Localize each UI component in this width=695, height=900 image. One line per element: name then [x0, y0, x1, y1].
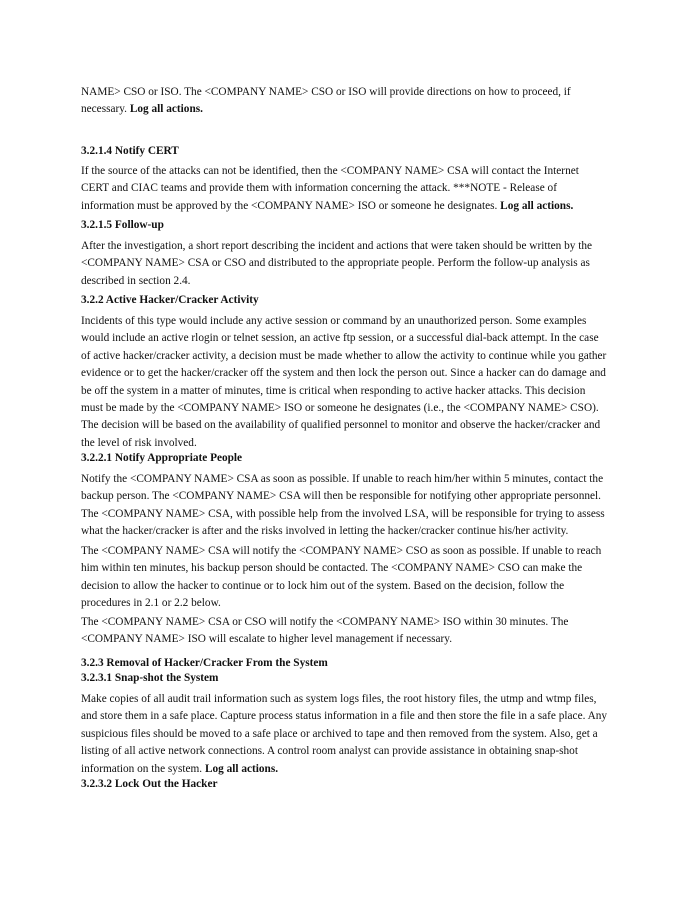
text-line: <COMPANY NAME> ISO will escalate to higher level management if necessary. [81, 633, 453, 646]
text-line: him within ten minutes, his backup person should be contacted. The <COMPANY NAME> CSO can make the [81, 562, 583, 575]
text-line: After the investigation, a short report describing the incident and actions that were taken should be written by the [81, 240, 593, 252]
text-line: information on the system. Log all actions. [81, 762, 279, 775]
text-line: necessary. Log all actions. [81, 103, 203, 116]
text-line: suspicious files should be moved to a safe place or archived to tape and then removed from the system. Also, get a [81, 727, 598, 740]
section-paragraph-3-2-3-1 [81, 691, 607, 778]
text-line: listing of all active network connections. A control room analyst can provide assistance in obtaining snap-shot [81, 745, 578, 758]
intro-paragraph [81, 84, 571, 119]
section-heading-3-2-3-1: 3.2.3.1 Snap-shot the System [81, 672, 219, 684]
section-paragraph-3-2-2 [81, 313, 606, 452]
text-line: be off the system in a matter of minutes, time is critical when responding to active hacker attacks. This decision [81, 384, 586, 397]
text-line: The <COMPANY NAME> CSA or CSO will notify the <COMPANY NAME> ISO within 30 minutes. The [81, 616, 569, 628]
text-line: must be made by the <COMPANY NAME> ISO or someone he designates (i.e., the <COMPANY NAME> CSO). [81, 402, 599, 415]
text-line: The <COMPANY NAME> CSA will notify the <COMPANY NAME> CSO as soon as possible. If unable to reach [81, 545, 602, 557]
text-line: and store them in a safe place. Capture process status information in a file and then store the file in a safe place. Any [81, 710, 608, 723]
text-line: backup person. The <COMPANY NAME> CSA will then be responsible for notifying other appropriate personnel. [81, 490, 601, 503]
section-paragraph-3-2-1-4 [81, 163, 579, 215]
text-line: Notify the <COMPANY NAME> CSA as soon as possible. If unable to reach him/her within 5 minutes, contact the [81, 473, 604, 485]
text-line: procedures in 2.1 or 2.2 below. [81, 597, 221, 610]
text-line: The decision will be based on the availability of qualified personnel to monitor and observe the hacker/cracker and [81, 419, 601, 432]
text-line: information must be approved by the <COMPANY NAME> ISO or someone he designates. Log all actions. [81, 199, 574, 212]
text-line: the level of risk involved. [81, 436, 197, 449]
log-all-actions-note: Log all actions. [204, 762, 279, 775]
text-line: what the hacker/cracker is after and the risks involved in letting the hacker/cracker continue his/her activity. [81, 525, 569, 538]
text-line: Make copies of all audit trail information such as system logs files, the root history files, the utmp and wtmp files, [81, 693, 597, 705]
section-heading-3-2-2-1: 3.2.2.1 Notify Appropriate People [81, 452, 243, 464]
text-line: If the source of the attacks can not be identified, then the <COMPANY NAME> CSA will contact the Internet [81, 165, 579, 177]
section-paragraph-3-2-2-1-a [81, 471, 605, 541]
text-line: would include an active rlogin or telnet session, an active ftp session, or a successful dial-back attempt. In the case [81, 332, 599, 345]
section-heading-3-2-1-4: 3.2.1.4 Notify CERT [81, 145, 179, 157]
text-line: evidence or to get the hacker/cracker off the system and then lock the person out. Since a hacker can do damage and [81, 367, 606, 380]
text-line: The <COMPANY NAME> CSA, with possible help from the involved LSA, will be responsible for trying to assess [81, 507, 605, 520]
text-line: CERT and CIAC teams and provide them with information concerning the attack. ***NOTE - Release of [81, 182, 557, 195]
section-paragraph-3-2-2-1-b [81, 543, 601, 613]
section-paragraph-3-2-1-5 [81, 238, 592, 290]
text-line: described in section 2.4. [81, 274, 191, 287]
section-paragraph-3-2-2-1-c [81, 614, 568, 649]
section-heading-3-2-3-2: 3.2.3.2 Lock Out the Hacker [81, 778, 218, 790]
log-all-actions-note: Log all actions. [129, 103, 203, 116]
section-heading-3-2-2: 3.2.2 Active Hacker/Cracker Activity [81, 294, 259, 306]
text-line: NAME> CSO or ISO. The <COMPANY NAME> CSO or ISO will provide directions on how to proceed, if [81, 86, 571, 98]
text-line: <COMPANY NAME> CSA or CSO and distributed to the appropriate people. Perform the follow-up analysis as [81, 257, 590, 270]
text-line: of active hacker/cracker activity, a decision must be made whether to allow the activity to continue while you gather [81, 349, 607, 362]
log-all-actions-note: Log all actions. [500, 199, 574, 212]
section-heading-3-2-1-5: 3.2.1.5 Follow-up [81, 219, 164, 231]
text-line: Incidents of this type would include any active session or command by an unauthorized person. Some examples [81, 315, 587, 327]
section-heading-3-2-3: 3.2.3 Removal of Hacker/Cracker From the System [81, 657, 328, 669]
text-line: decision to allow the hacker to continue or to lock him out of the system. Based on the decision, follow the [81, 579, 565, 592]
